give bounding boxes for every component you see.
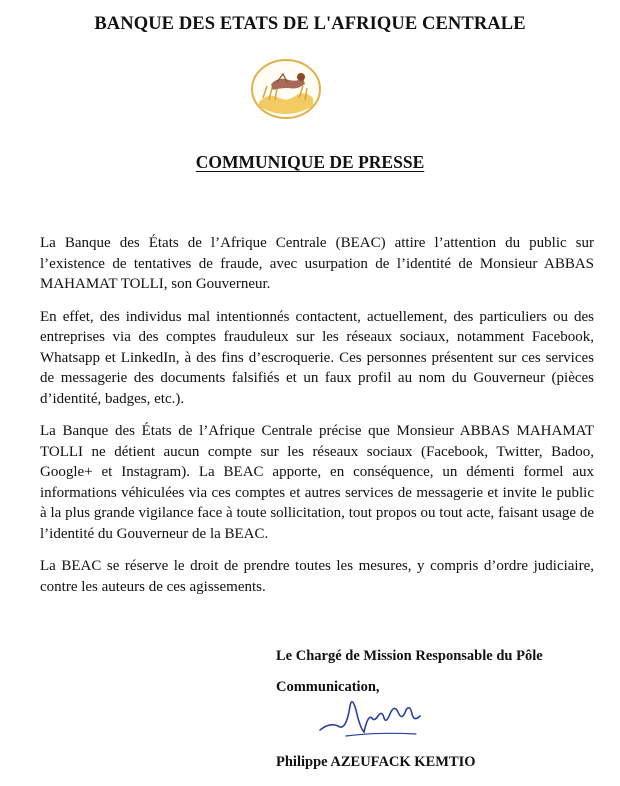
paragraph-3: La Banque des États de l’Afrique Centrale précise que Monsieur ABBAS MAHAMAT TOLLI ne détient aucun compte sur les réseaux sociaux (Facebook, Twitter, Badoo, Google+ et Instagram). La BEAC apporte, en conséquence, un démenti formel aux informations véhiculées via ces comptes et autres services de messagerie et invite le public à la plus grande vigilance face à toute sollicitation, tout propos ou tout acte, faisant usage de l’identité du Gouverneur de la BEAC. — [40, 423, 594, 542]
paragraph-4: La BEAC se réserve le droit de prendre toutes les mesures, y compris d’ordre judiciaire, contre les auteurs de ces agissements. — [40, 558, 594, 595]
signatory-name: Philippe AZEUFACK KEMTIO — [276, 754, 476, 770]
institution-name: BANQUE DES ETATS DE L'AFRIQUE CENTRALE — [94, 14, 526, 34]
press-title-text: COMMUNIQUE DE PRESSE — [195, 152, 425, 172]
signatory-department: Communication, — [276, 679, 380, 695]
signatory-title: Le Chargé de Mission Responsable du Pôle — [276, 648, 543, 664]
page-title — [0, 152, 620, 173]
beac-seal-icon — [249, 58, 323, 120]
paragraph-1: La Banque des États de l’Afrique Centrale (BEAC) attire l’attention du public sur l’existence de tentatives de fraude, avec usurpation de l’identité de Monsieur ABBAS MAHAMAT TOLLI, son Gouverneur. — [40, 235, 594, 292]
release-body — [40, 233, 594, 609]
handwritten-signature-icon — [316, 692, 426, 744]
paragraph-2: En effet, des individus mal intentionnés contactent, actuellement, des particuliers ou des entreprises via des comptes frauduleux sur les réseaux sociaux, notamment Facebook, Whatsapp et LinkedIn, à des fins d’escroquerie. Ces personnes présentent sur ces services de messagerie des documents falsifiés et un faux profil au nom du Gouverneur (pièces d’identité, badges, etc.). — [40, 308, 594, 407]
